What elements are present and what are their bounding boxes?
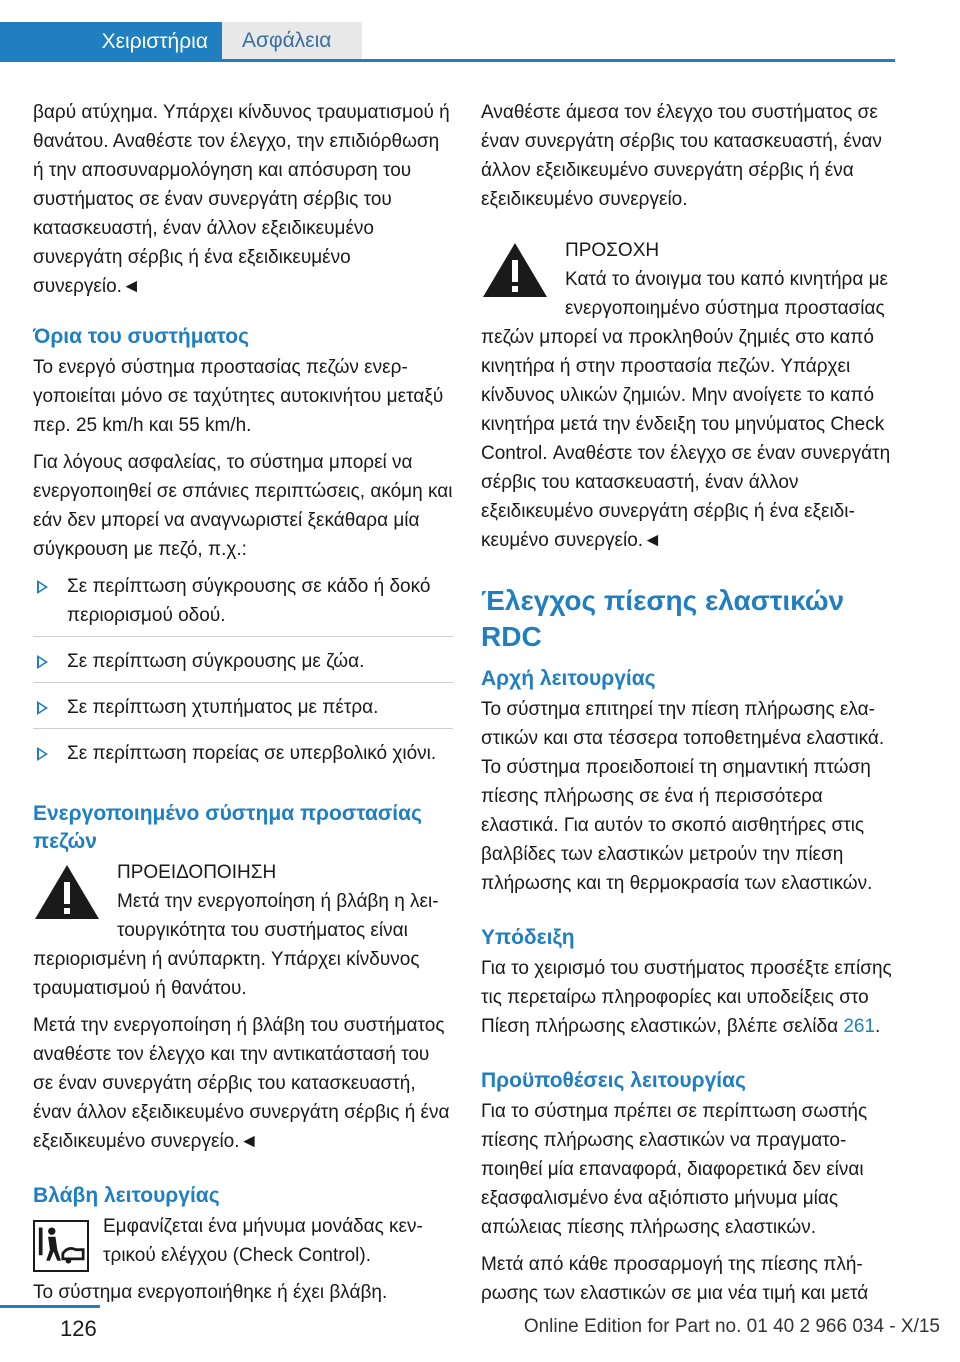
heading-active-system: Ενεργοποιημένο σύστημα προστασίας πεζών <box>33 802 422 853</box>
paragraph <box>481 954 901 1041</box>
paragraph: Μετά από κάθε προσαρμογή της πίεσης πλήρωσης των ελαστικών σε μια νέα τιμή και μετά <box>481 1254 869 1304</box>
triangle-bullet-icon <box>37 747 48 761</box>
heading-malfunction: Βλάβη λειτουργίας <box>33 1184 220 1207</box>
paragraph: Το σύστημα ενεργοποιήθηκε ή έχει βλάβη. <box>33 1282 388 1303</box>
caution-text: Κατά το άνοιγμα του καπό κινητήρα με ενεργοποιημένο σύστημα προστασίας πεζών μπορεί να προκληθούν ζημιές στο καπό κινητήρα ή στην προστασία πεζών. Υπάρχει κίνδυνος υλικών ζημιών. Μην ανοίγετε το καπό κινητήρα μετά την ένδειξη του μηνύματος Check Control. Αναθέστε τον έλεγχο σε έναν συνεργάτη σέρβις του κατασκευαστή, έναν άλλον εξειδικευμένο συνεργάτη σέρβις ή ένα εξειδικευμένο συνεργείο.◄ <box>481 269 891 551</box>
caution-heading: ΠΡΟΣΟΧΗ <box>565 240 660 261</box>
triangle-bullet-icon <box>37 655 48 669</box>
page-number: 126 <box>60 1316 97 1341</box>
hint-text-end: . <box>875 1016 881 1037</box>
paragraph: Μετά την ενεργοποίηση ή βλάβη του συστήματος αναθέστε τον έλεγχο και την αντικατάστασή του σε έναν συνεργάτη σέρβις του κατασκευαστή, έναν άλλον εξειδικευμένο συνεργάτη σέρβις ή ένα εξειδικευμένο συνεργείο.◄ <box>33 1015 450 1152</box>
pedestrian-protection-icon <box>33 1220 89 1272</box>
paragraph: βαρύ ατύχημα. Υπάρχει κίνδυνος τραυματισμού ή θανάτου. Αναθέστε τον έλεγχο, την επιδιόρθωση ή την αποσυναρμολόγηση και απόσυρση του συστήματος σε έναν συνεργάτη σέρβις του κατασκευαστή, έναν άλλον εξειδικευμένο συνεργάτη σέρβις ή ένα εξειδικευμένο συνεργείο.◄ <box>33 102 450 297</box>
header-rule <box>0 59 895 62</box>
heading-principle: Αρχή λειτουργίας <box>481 667 656 690</box>
list-item-text: Σε περίπτωση πορείας σε υπερβολικό χιόνι. <box>67 743 437 764</box>
heading-rdc: Έλεγχος πίεσης ελαστικών RDC <box>481 585 845 652</box>
warning-text: Μετά την ενεργοποίηση ή βλάβη η λειτουργικότητα του συστήματος είναι περιορισμένη ή ανύπαρκτη. Υπάρχει κίνδυνος τραυματισμού ή θανάτου. <box>33 891 439 999</box>
list-item <box>33 693 453 729</box>
warning-triangle-icon <box>33 862 101 922</box>
list-item-text: Σε περίπτωση χτυπήματος με πέτρα. <box>67 697 379 718</box>
list-item <box>33 647 453 683</box>
paragraph: Εμφανίζεται ένα μήνυμα μονάδας κεντρικού ελέγχου (Check Control). <box>103 1216 423 1266</box>
hint-text: Για το χειρισμό του συστήματος προσέξτε επίσης τις περεταίρω πληροφορίες και υποδείξεις στο Πίεση πλήρωσης ελαστικών, βλέπε σελίδα <box>481 958 892 1037</box>
triangle-bullet-icon <box>37 580 48 594</box>
tab-controls-label: Χειριστήρια <box>101 30 208 53</box>
tab-safety[interactable] <box>222 22 362 59</box>
paragraph: Αναθέστε άμεσα τον έλεγχο του συστήματος σε έναν συνεργάτη σέρβις του κατασκευαστή, έναν άλλον εξειδικευμένο συνεργάτη σέρβις ή ένα εξειδικευμένο συνεργείο. <box>481 102 882 210</box>
heading-prerequisites: Προϋποθέσεις λειτουργίας <box>481 1069 746 1092</box>
page-link[interactable]: 261 <box>843 1016 876 1037</box>
bullet-list <box>33 572 453 774</box>
paragraph: Το σύστημα επιτηρεί την πίεση πλήρωσης ελαστικών και στα τέσσερα τοποθετημένα ελαστικά. Το σύστημα προειδοποιεί τη σημαντική πτώση πίεσης πλήρωσης σε ένα ή περισσότερα ελαστικά. Για αυτόν το σκοπό αισθητήρες στις βαλβίδες των ελαστικών μετρούν την πίεση πλήρωσης και τη θερμοκρασία των ελαστικών. <box>481 699 885 894</box>
edition-note: Online Edition for Part no. 01 40 2 966 034 - X/15 <box>523 1316 940 1337</box>
warning-heading: ΠΡΟΕΙΔΟΠΟΙΗΣΗ <box>117 862 277 883</box>
list-item <box>33 739 453 774</box>
footer-rule <box>0 1305 100 1308</box>
caution-triangle-icon <box>481 240 549 300</box>
paragraph: Το ενεργό σύστημα προστασίας πεζών ενεργοποιείται μόνο σε ταχύτητες αυτοκινήτου μεταξύ περ. 25 km/h και 55 km/h. <box>33 357 444 436</box>
paragraph: Για το σύστημα πρέπει σε περίπτωση σωστής πίεσης πλήρωσης ελαστικών να πραγματοποιηθεί μία επαναφορά, διαφορετικά δεν είναι εξασφαλισμένο ένα αξιόπιστο μήνυμα μίας απώλειας πίεσης πλήρωσης ελαστικών. <box>481 1101 868 1238</box>
warning-notice <box>33 858 453 1156</box>
triangle-bullet-icon <box>37 701 48 715</box>
header-tabs <box>0 0 895 62</box>
left-column <box>33 98 453 1315</box>
caution-notice <box>481 236 901 555</box>
list-item <box>33 572 453 637</box>
right-column <box>481 98 901 1316</box>
heading-system-limits: Όρια του συστήματος <box>33 325 250 348</box>
tab-controls[interactable] <box>0 22 222 62</box>
list-item-text: Σε περίπτωση σύγκρουσης σε κάδο ή δοκό περιορισμού οδού. <box>67 576 431 626</box>
tab-safety-label: Ασφάλεια <box>242 28 332 52</box>
heading-hint: Υπόδειξη <box>481 926 575 949</box>
malfunction-notice <box>33 1212 453 1307</box>
list-item-text: Σε περίπτωση σύγκρουσης με ζώα. <box>67 651 365 672</box>
paragraph: Για λόγους ασφαλείας, το σύστημα μπορεί να ενεργοποιηθεί σε σπάνιες περιπτώσεις, ακόμη και εάν δεν μπορεί να αναγνωριστεί ξεκάθαρα μία σύγκρουση με πεζό, π.χ.: <box>33 452 453 560</box>
